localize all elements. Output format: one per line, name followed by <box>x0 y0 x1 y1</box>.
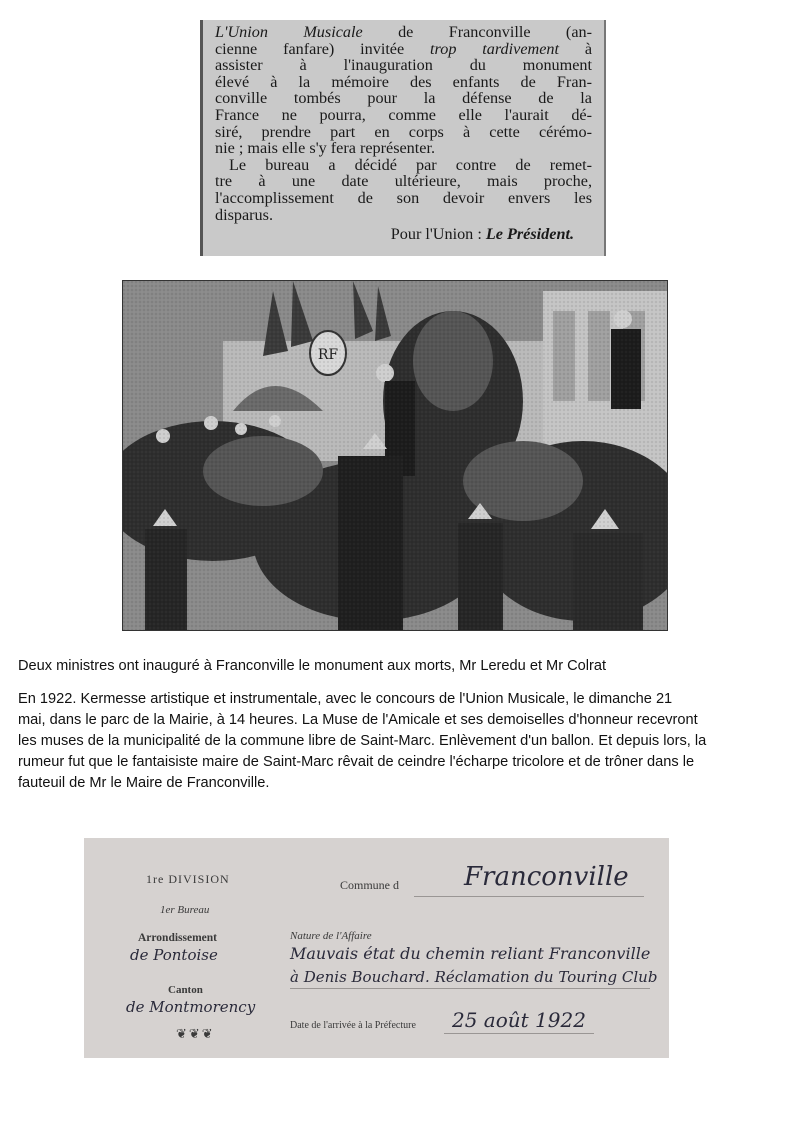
division-label: 1re DIVISION <box>146 872 230 886</box>
arrondissement-value: de Pontoise <box>130 946 218 964</box>
affaire-rule <box>290 988 650 989</box>
clipping-line: élevé à la mémoire des enfants de Fran- <box>215 72 592 91</box>
clipping-line: conville tombés pour la défense de la <box>215 89 592 108</box>
prefecture-form <box>84 838 669 1058</box>
paragraph-line: les muses de la municipalité de la commune libre de Saint-Marc. Enlèvement d'un ballon. Et depuis lors, la <box>18 733 707 749</box>
date-rule <box>444 1033 594 1034</box>
canton-value: de Montmorency <box>126 998 256 1016</box>
clipping-line: l'accomplissement de son devoir envers les <box>215 188 592 207</box>
clipping-line: France ne pourra, comme elle l'aurait dé- <box>215 105 592 124</box>
clipping-line: tre à une date ultérieure, mais proche, <box>215 172 592 191</box>
date-label: Date de l'arrivée à la Préfecture <box>290 1020 416 1031</box>
clipping-line: assister à l'inauguration du monument <box>215 56 592 75</box>
affaire-line-2: à Denis Bouchard. Réclamation du Touring Club <box>290 968 658 986</box>
canton-label: Canton <box>168 984 203 996</box>
paragraph-line: fauteuil de Mr le Maire de Franconville. <box>18 775 270 791</box>
clipping-line: siré, prendre part en corps à cette cérémo- <box>215 122 592 141</box>
paragraph-line: rumeur fut que le fantaisiste maire de Saint-Marc rêvait de ceindre l'écharpe tricolore et de trôner dans le <box>18 754 695 770</box>
clipping-line: nie ; mais elle s'y fera représenter. <box>215 139 436 158</box>
commune-rule <box>414 896 644 897</box>
paragraph-line: mai, dans le parc de la Mairie, à 14 heures. La Muse de l'Amicale et ses demoiselles d'honneur recevront <box>18 712 698 728</box>
photo-caption: Deux ministres ont inauguré à Franconville le monument aux morts, Mr Leredu et Mr Colrat <box>18 658 607 674</box>
paragraph-line: En 1922. Kermesse artistique et instrumentale, avec le concours de l'Union Musicale, le dimanche 21 <box>18 691 673 707</box>
newspaper-clipping <box>200 20 606 256</box>
date-value: 25 août 1922 <box>452 1008 586 1032</box>
clipping-line: cienne fanfare) invitée trop tardivement à <box>215 39 593 58</box>
affaire-label: Nature de l'Affaire <box>290 930 372 942</box>
clipping-line: Le bureau a décidé par contre de remet- <box>229 155 592 174</box>
kermesse-paragraph <box>18 689 778 794</box>
clipping-line: disparus. <box>215 205 273 224</box>
arrondissement-label: Arrondissement <box>138 932 218 944</box>
bureau-label: 1er Bureau <box>160 904 210 916</box>
clipping-signature: Pour l'Union : Le Président. <box>390 225 574 244</box>
affaire-line-1: Mauvais état du chemin reliant Franconville <box>290 944 651 963</box>
commune-value: Franconville <box>464 862 629 892</box>
inauguration-photo <box>122 280 668 631</box>
form-ornament: ❦❦❦ <box>176 1026 215 1041</box>
clipping-line: L'Union Musicale de Franconville (an- <box>215 23 592 41</box>
commune-label: Commune d <box>340 878 399 892</box>
